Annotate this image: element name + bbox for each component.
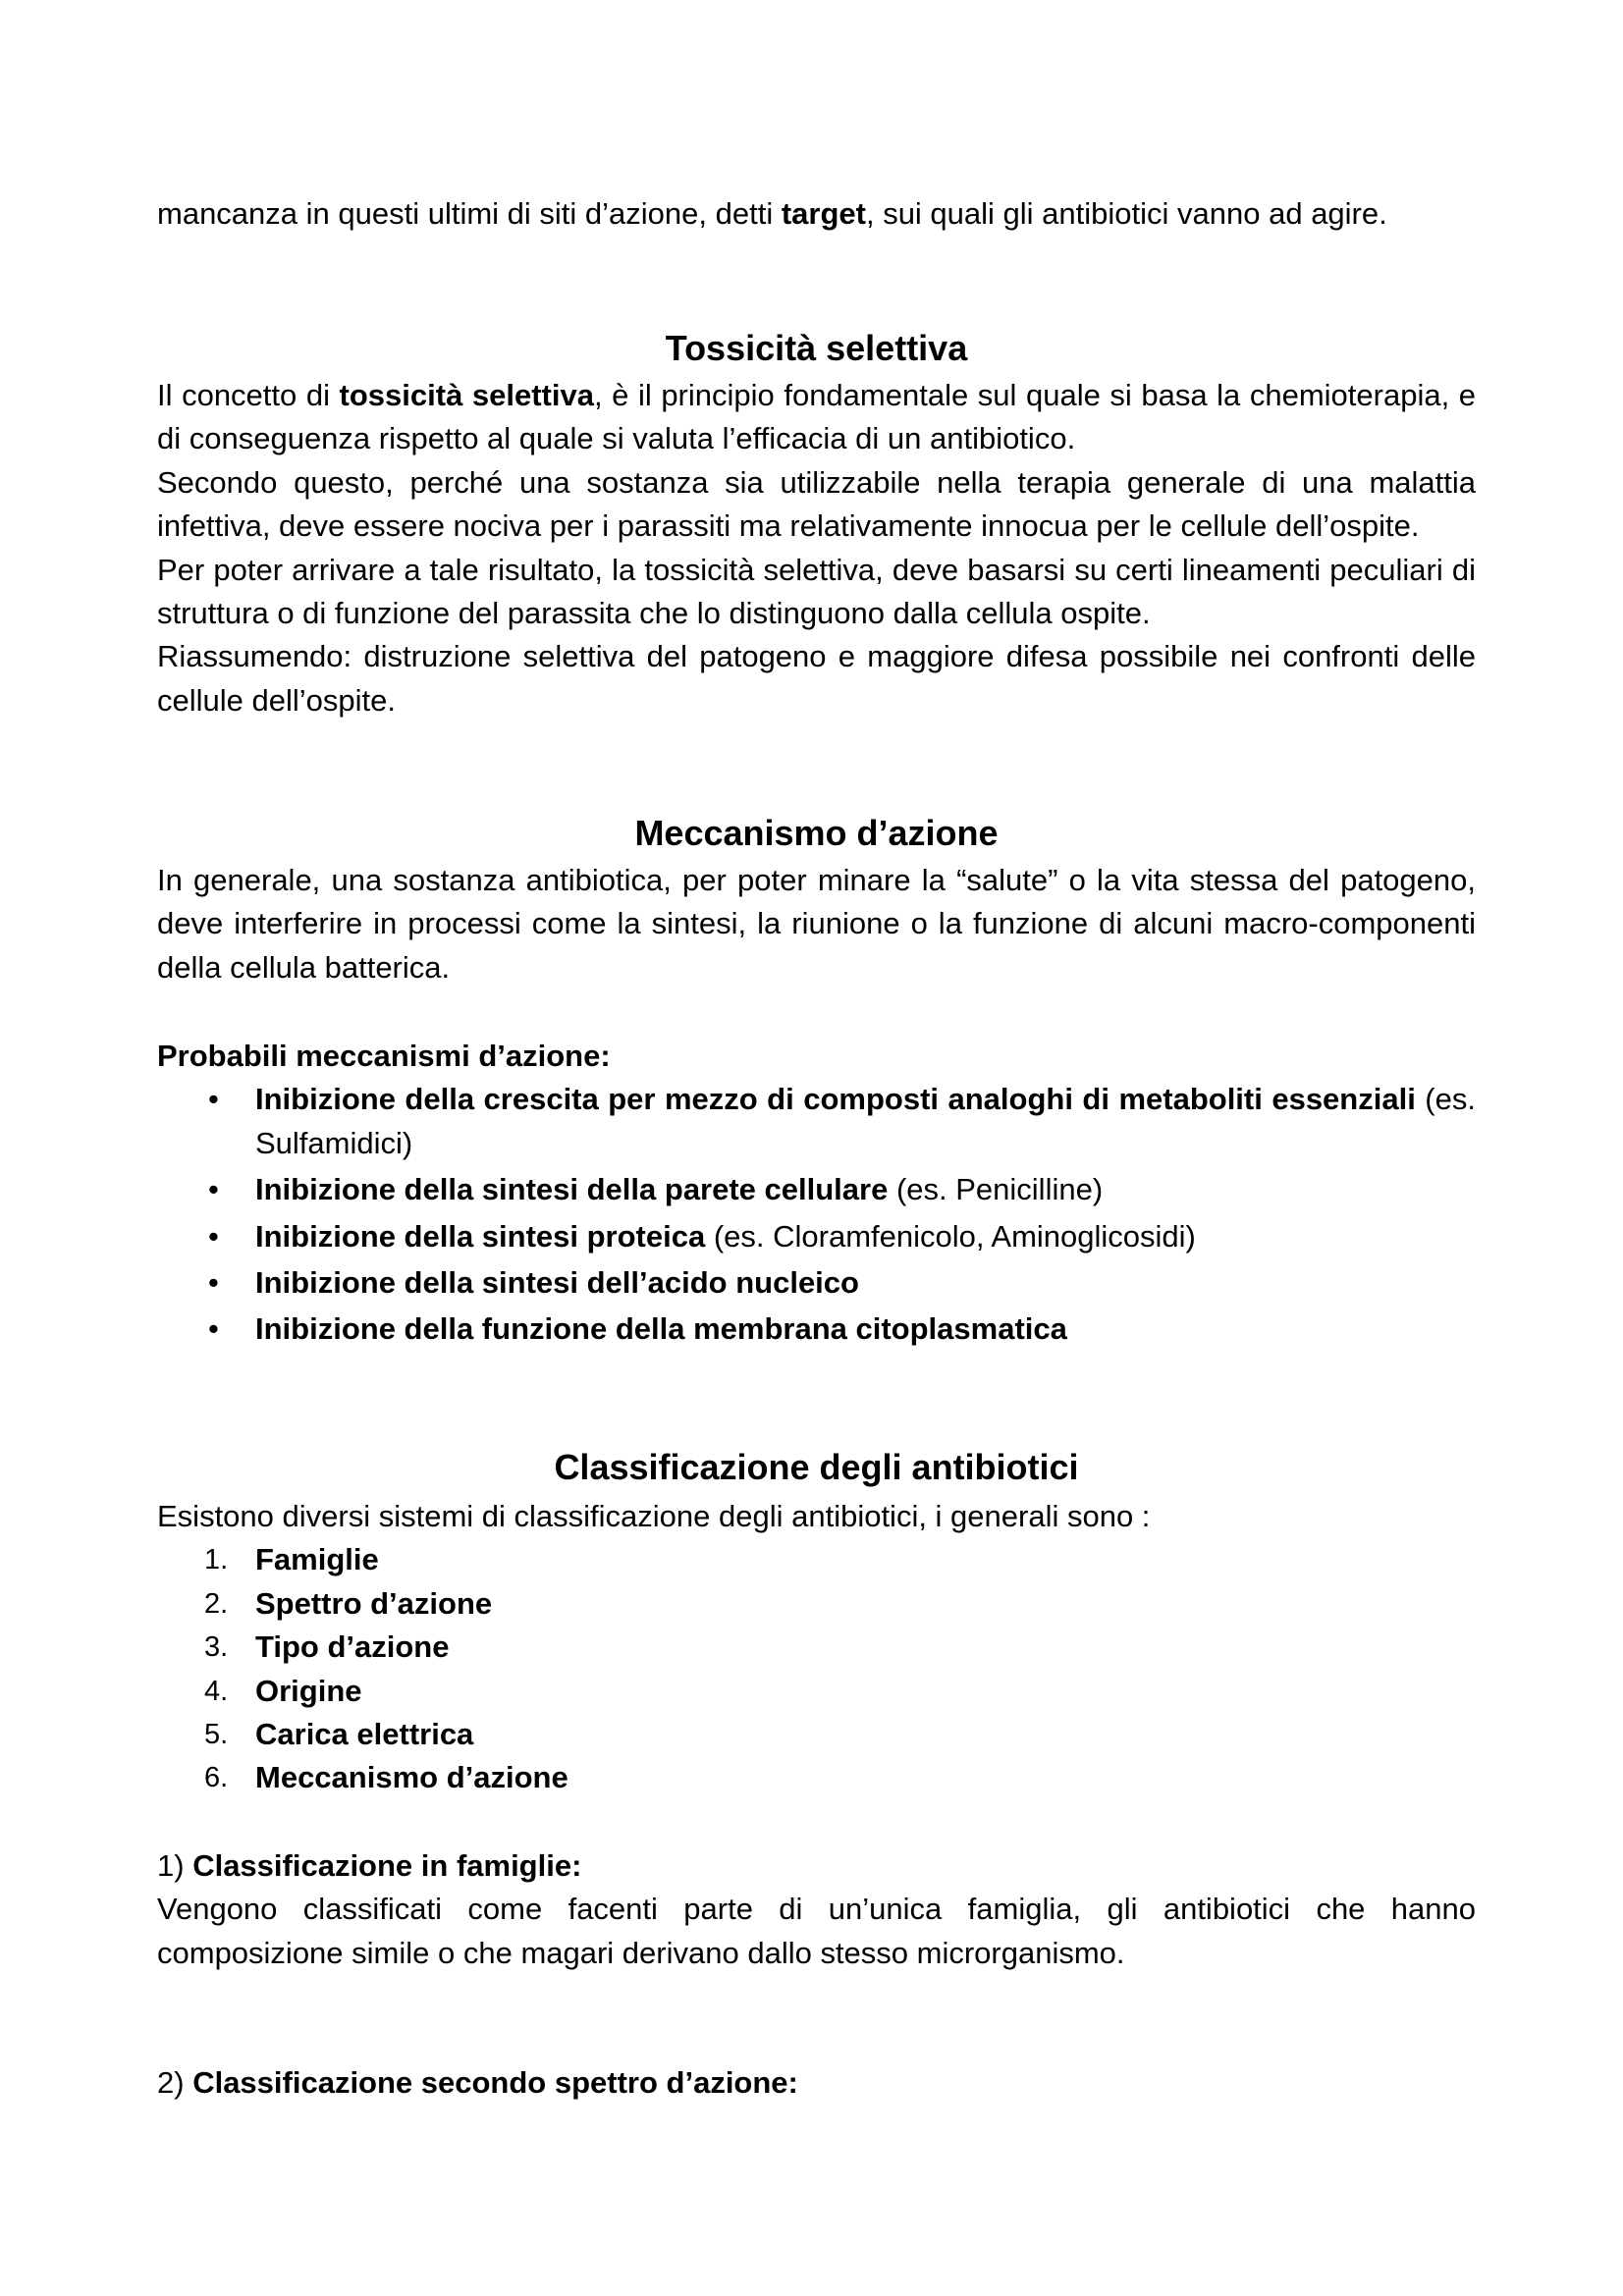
bullet-icon: •	[208, 1265, 219, 1301]
paragraph: Il concetto di tossicità selettiva, è il principio fondamentale sul quale si basa la chemioterapia, e di conseguenza rispetto al quale si valuta l’efficacia di un antibiotico.	[157, 378, 1476, 456]
paragraph: Riassumendo: distruzione selettiva del patogeno e maggiore difesa possibile nei confronti delle cellule dell’ospite.	[157, 639, 1476, 718]
bullet-icon: •	[208, 1311, 219, 1347]
bold-term: target	[781, 196, 866, 231]
numbered-item: 2. Spettro d’azione	[204, 1585, 493, 1621]
subsection-title: Classificazione secondo spettro d’azione:	[192, 2065, 798, 2100]
paragraph: Per poter arrivare a tale risultato, la tossicità selettiva, deve basarsi su certi lineamenti peculiari di struttura o di funzione del parassita che lo distinguono dalla cellula ospite.	[157, 552, 1476, 631]
section-meccanismo-body	[157, 859, 1476, 989]
paragraph: Secondo questo, perché una sostanza sia utilizzabile nella terapia generale di una malattia infettiva, deve essere nociva per i parassiti ma relativamente innocua per le cellule dell’ospite.	[157, 464, 1476, 544]
numbered-item: 1. Famiglie	[204, 1542, 379, 1577]
subsection-famiglie: 1) Classificazione in famiglie: Vengono classificati come facenti parte di un’unica famiglia, gli antibiotici che hanno composizione simile o che magari derivano dallo stesso microrganismo.	[157, 1844, 1476, 1975]
text: mancanza in questi ultimi di siti d’azione, detti	[157, 196, 782, 231]
paragraph: In generale, una sostanza antibiotica, per poter minare la “salute” o la vita stessa del patogeno, deve interferire in processi come la sintesi, la riunione o la funzione di alcuni macro-componenti della cellula batterica.	[157, 863, 1476, 985]
bullet-icon: •	[208, 1082, 219, 1117]
list-item: • Inibizione della sintesi proteica (es. Cloramfenicolo, Aminoglicosidi)	[157, 1215, 1476, 1258]
numbered-item: 3. Tipo d’azione	[204, 1629, 450, 1665]
section-tossicita-body	[157, 374, 1476, 722]
heading-meccanismo: Meccanismo d’azione	[634, 813, 999, 853]
heading-classificazione: Classificazione degli antibiotici	[554, 1447, 1079, 1487]
paragraph: Esistono diversi sistemi di classificazione degli antibiotici, i generali sono :	[157, 1499, 1151, 1533]
paragraph: Vengono classificati come facenti parte di un’unica famiglia, gli antibiotici che hanno composizione simile o che magari derivano dallo stesso microrganismo.	[157, 1892, 1476, 1970]
list-item: • Inibizione della crescita per mezzo di composti analoghi di metaboliti essenziali (es. Sulfamidici)	[157, 1078, 1476, 1165]
list-title: Probabili meccanismi d’azione:	[157, 1039, 611, 1073]
list-item: • Inibizione della sintesi della parete cellulare (es. Penicilline)	[157, 1168, 1476, 1211]
mechanisms-list	[157, 1035, 1476, 1352]
text: , sui quali gli antibiotici vanno ad agire.	[865, 196, 1387, 231]
numbered-item: 4. Origine	[204, 1673, 362, 1708]
subsection-spettro: 2) Classificazione secondo spettro d’azione:	[157, 2065, 798, 2100]
heading-tossicita: Tossicità selettiva	[665, 328, 968, 368]
intro-paragraph	[157, 192, 1476, 236]
section-classificazione-body	[157, 1495, 1476, 1800]
numbered-item: 6. Meccanismo d’azione	[204, 1760, 568, 1795]
bullet-icon: •	[208, 1218, 219, 1254]
subsection-title: Classificazione in famiglie:	[192, 1848, 582, 1883]
numbered-item: 5. Carica elettrica	[204, 1717, 474, 1752]
list-item: • Inibizione della sintesi dell’acido nucleico	[157, 1261, 1476, 1305]
list-item: • Inibizione della funzione della membrana citoplasmatica	[157, 1308, 1476, 1351]
bullet-icon: •	[208, 1172, 219, 1207]
